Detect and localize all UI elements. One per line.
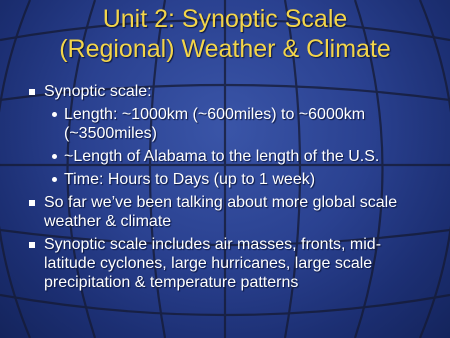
bullet-text: Length: ~1000km (~600miles) to ~6000km (~3500miles)	[64, 106, 366, 142]
bullet-text: Synoptic scale includes air masses, fronts, mid-latitude cyclones, large hurricanes, large scale precipitation & temperature patterns	[44, 236, 382, 291]
bullet-global-scale	[0, 193, 450, 231]
bullet-text: Time: Hours to Days (up to 1 week)	[64, 171, 316, 188]
sub-bullet-length	[0, 105, 450, 143]
round-bullet-icon	[52, 154, 57, 159]
sub-bullet-time	[0, 170, 450, 189]
square-bullet-icon	[29, 242, 35, 248]
bullet-list	[0, 82, 450, 292]
bullet-synoptic-scale	[0, 82, 450, 101]
bullet-includes	[0, 235, 450, 292]
bullet-text: So far we’ve been talking about more global scale weather & climate	[44, 194, 398, 230]
round-bullet-icon	[52, 112, 57, 117]
bullet-text: ~Length of Alabama to the length of the U.S.	[64, 148, 380, 165]
square-bullet-icon	[29, 200, 35, 206]
slide-title	[0, 4, 450, 64]
bullet-text: Synoptic scale:	[44, 83, 152, 100]
round-bullet-icon	[52, 177, 57, 182]
title-line-2: (Regional) Weather & Climate	[59, 35, 391, 63]
square-bullet-icon	[29, 89, 35, 95]
title-line-1: Unit 2: Synoptic Scale	[102, 5, 348, 33]
sub-bullet-alabama	[0, 147, 450, 166]
